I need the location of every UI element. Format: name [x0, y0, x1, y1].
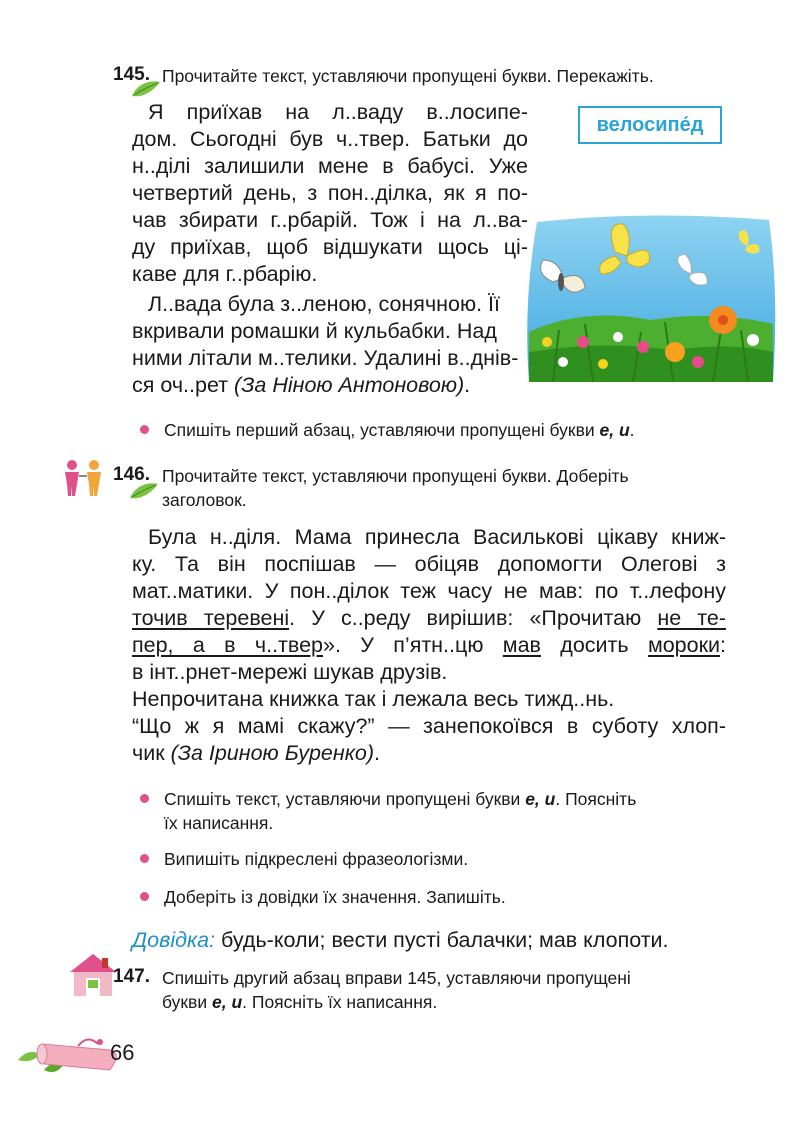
- text-line: чав збирати г..рбарій. Тож і на л..ва-: [132, 208, 528, 232]
- text-line: н..ділі залишили мене в бабусі. Уже: [132, 154, 528, 178]
- text-fragment: букви: [162, 992, 212, 1012]
- text-line: Я приїхав на л..ваду в..лосипе-: [148, 100, 528, 124]
- text-line: ку. Та він поспішав — обіцяв допомогти Олегові з: [132, 552, 726, 576]
- text-line: ними літали м..телики. Удалині в..днів-: [132, 346, 519, 370]
- task-text: їх написання.: [164, 813, 274, 833]
- bullet-icon: [140, 892, 149, 901]
- bullet-icon: [140, 854, 149, 863]
- task-letters: е, и: [525, 789, 556, 809]
- text-line: мат..матики. У пон..ділок теж часу не мав: по т..лефону: [132, 579, 726, 603]
- text-fragment: .: [373, 741, 380, 765]
- text-line: “Що ж я мамі скажу?” — занепокоївся в суботу хлоп-: [132, 714, 726, 738]
- instruction-line: заголовок.: [162, 490, 247, 510]
- instruction-line: [162, 990, 631, 1014]
- exercise-146-task-3: [140, 885, 506, 909]
- text-fragment: досить: [540, 633, 648, 657]
- text-line: дом. Сьогодні був ч..твер. Батьки до: [132, 127, 528, 151]
- exercise-145-instruction: Прочитайте текст, уставляючи пропущені букви. Перекажіть.: [162, 66, 654, 86]
- text-line: [132, 605, 726, 632]
- task-letters: е, и: [211, 992, 243, 1012]
- task-text: . Поясніть: [555, 789, 637, 809]
- vocabulary-word-box: [578, 106, 722, 144]
- text-line: каве для г..рбарію.: [132, 262, 318, 286]
- exercise-146-number: 146.: [113, 464, 150, 485]
- text-line: [132, 632, 726, 659]
- bullet-icon: [140, 794, 149, 803]
- text-fragment: .: [629, 420, 635, 440]
- exercise-146-task-2: [140, 847, 468, 871]
- bullet-icon: [140, 425, 149, 434]
- leaf-icon: [128, 480, 160, 502]
- exercise-146-task-1: [140, 787, 636, 835]
- vocabulary-word: велосипе́д: [596, 113, 704, 136]
- underlined-idiom: точив теревені: [132, 606, 290, 630]
- underlined-idiom: мороки: [647, 633, 721, 657]
- exercise-146-instruction: [162, 464, 629, 512]
- text-fragment: ». У п’ятн..цю: [323, 633, 503, 657]
- exercise-145-task: [140, 418, 635, 442]
- text-line: [132, 740, 726, 767]
- text-fragment: чик: [132, 741, 171, 765]
- text-line: Непрочитана книжка так і лежала весь тижд..нь.: [132, 687, 615, 711]
- exercise-147-instruction: [162, 966, 631, 1014]
- exercise-145-number: 145.: [113, 64, 150, 85]
- house-icon: [68, 950, 118, 998]
- help-label: Довідка:: [132, 928, 216, 952]
- text-fragment: .: [464, 373, 471, 397]
- text-line: вкривали ромашки й кульбабки. Над: [132, 319, 497, 343]
- task-text: Спишіть текст, уставляючи пропущені букви: [164, 789, 526, 809]
- help-text: будь-коли; вести пусті балачки; мав клопоти.: [215, 928, 669, 952]
- text-fragment: ся оч..рет: [132, 373, 229, 397]
- text-line: Була н..діля. Мама принесла Васильковi цікаву книж-: [148, 525, 726, 549]
- underlined-idiom: мав: [502, 633, 541, 657]
- text-fragment: . Поясніть їх написання.: [242, 992, 438, 1012]
- text-line: ду приїхав, щоб відшукати щось ці-: [132, 235, 528, 259]
- text-line: Л..вада була з..леною, сонячною. Її: [148, 292, 500, 316]
- text-line: четвертий день, з пон..ділка, як я по-: [132, 181, 528, 205]
- exercise-145-paragraph-1: [132, 99, 528, 288]
- text-line: в інт..рнет-мережі шукав друзів.: [132, 660, 448, 684]
- task-letters: е, и: [599, 420, 630, 440]
- leaf-icon: [130, 78, 162, 100]
- help-reference: [132, 927, 669, 954]
- page-number: 66: [110, 1040, 135, 1065]
- task-text: Випишіть підкреслені фразеологізми.: [164, 849, 469, 869]
- underlined-idiom: не те-: [657, 606, 726, 630]
- exercise-147-number: 147.: [113, 966, 150, 987]
- task-text: Спишіть перший абзац, уставляючи пропущені букви: [164, 420, 600, 440]
- text-fragment: :: [720, 633, 726, 657]
- source-attribution: (За Іриною Буренко): [170, 741, 374, 765]
- underlined-idiom: пер, а в ч..твер: [132, 633, 324, 657]
- exercise-145-paragraph-2: [132, 291, 528, 399]
- text-fragment: . У с..реду вирішив: «Прочитаю: [289, 606, 658, 630]
- pair-work-icon: [60, 458, 108, 498]
- task-text: Доберіть із довідки їх значення. Запишіть.: [164, 887, 506, 907]
- instruction-line: Прочитайте текст, уставляючи пропущені букви. Доберіть: [162, 466, 629, 486]
- source-attribution: (За Ніною Антоновою): [234, 373, 465, 397]
- exercise-146-text: [132, 524, 726, 767]
- instruction-line: Спишіть другий абзац вправи 145, уставляючи пропущені: [162, 968, 631, 988]
- text-line: [132, 372, 528, 399]
- butterflies-meadow-illustration: [523, 212, 779, 387]
